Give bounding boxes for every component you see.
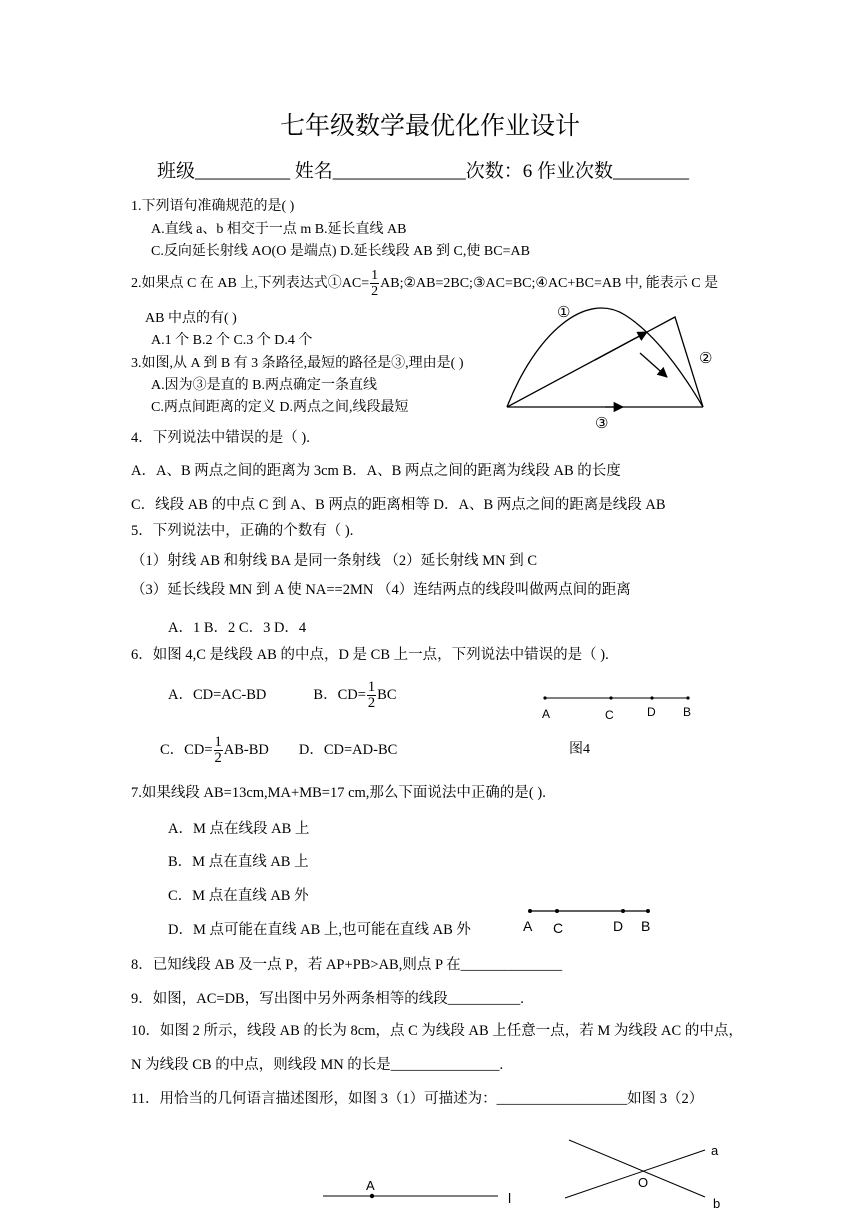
label-a: A	[523, 918, 533, 934]
q10-line1: 10．如图 2 所示，线段 AB 的长为 8cm，点 C 为线段 AB 上任意一点，若 M 为线段 AC 的中点，	[131, 1023, 743, 1039]
label-a: A	[542, 707, 551, 721]
q6-option-c-post: AB-BD	[223, 742, 269, 758]
q11-figure-3-1	[315, 1175, 525, 1210]
q5-statement-line2: （3）延长线段 MN 到 A 使 NA==2MN （4）连结两点的线段叫做两点间的距离	[131, 582, 631, 598]
q11-figure-3-2	[555, 1130, 740, 1212]
q2-stem-line2: AB 中点的有( )	[145, 311, 237, 326]
fig-label-1: ①	[557, 305, 571, 321]
point-b	[646, 909, 650, 913]
point-d	[621, 909, 625, 913]
point-c	[555, 909, 559, 913]
q1-stem: 1.下列语句准确规范的是( )	[131, 199, 295, 214]
q6-c-frac-num: 1	[214, 734, 222, 751]
label-a: a	[711, 1143, 719, 1158]
q7-option-a: A．M 点在线段 AB 上	[168, 821, 310, 837]
q7-segment-figure	[518, 903, 663, 937]
q1-options-line1: A.直线 a、b 相交于一点 m B.延长直线 AB	[151, 222, 407, 237]
q6-option-b-post: BC	[377, 687, 397, 703]
q1-options-line2: C.反向延长射线 AO(O 是端点) D.延长线段 AB 到 C,使 BC=AB	[151, 244, 530, 259]
point-a	[370, 1194, 374, 1198]
q2-options: A.1 个 B.2 个 C.3 个 D.4 个	[151, 333, 313, 348]
q11-stem: 11．用恰当的几何语言描述图形，如图 3（1）可描述为：__________________如图 3（2）	[131, 1091, 704, 1107]
point-a	[543, 696, 546, 699]
q3-path-figure	[495, 295, 735, 435]
q2-stem-pre: 2.如果点 C 在 AB 上,下列表达式①AC=	[131, 276, 370, 291]
q7-stem: 7.如果线段 AB=13cm,MA+MB=17 cm,那么下面说法中正确的是( ).	[131, 785, 546, 801]
q5-options: A．1 B．2 C．3 D．4	[168, 620, 307, 636]
q6-c-frac-den: 2	[214, 750, 222, 767]
label-d: D	[613, 918, 624, 934]
label-c: C	[605, 708, 614, 722]
q6-option-b-pre: B．CD=	[313, 687, 366, 703]
q7-option-b: B．M 点在直线 AB 上	[168, 854, 309, 870]
label-b: b	[713, 1196, 721, 1211]
q2-frac-den: 2	[371, 284, 379, 300]
q10-line2: N 为线段 CB 的中点，则线段 MN 的长是_______________.	[131, 1057, 504, 1073]
q8-stem: 8．已知线段 AB 及一点 P，若 AP+PB>AB,则点 P 在______________	[131, 957, 563, 973]
q6-segment-figure	[535, 688, 705, 724]
q2-frac-num: 1	[371, 268, 379, 284]
point-a	[528, 909, 532, 913]
line-a	[565, 1150, 705, 1198]
q5-statement-line1: （1）射线 AB 和射线 BA 是同一条射线 （2）延长射线 MN 到 C	[131, 553, 538, 569]
q3-options-line2: C.两点间距离的定义 D.两点之间,线段最短	[151, 400, 409, 415]
figure-4-caption: 图4	[569, 742, 590, 757]
q2-stem-post: AB;②AB=2BC;③AC=BC;④AC+BC=AB 中, 能表示 C 是	[380, 276, 719, 291]
q6-option-d: D．CD=AD-BC	[298, 742, 398, 758]
q4-options-line1: A．A、B 两点之间的距离为 3cm B．A、B 两点之间的距离为线段 AB 的长度	[131, 463, 621, 479]
q3-options-line1: A.因为③是直的 B.两点确定一条直线	[151, 378, 377, 393]
arrow-path-2	[595, 332, 647, 360]
line-b	[569, 1140, 705, 1197]
q6-options-line1	[168, 677, 397, 713]
path-1-curve	[507, 308, 703, 407]
q7-option-c: C．M 点在直线 AB 外	[168, 888, 309, 904]
q9-stem: 9．如图，AC=DB，写出图中另外两条相等的线段__________.	[131, 991, 524, 1007]
label-o: O	[638, 1175, 649, 1190]
label-c: C	[553, 920, 564, 936]
student-info-header: 班级__________ 姓名______________次数：6 作业次数________	[157, 161, 690, 182]
q6-option-c-fraction	[214, 735, 223, 766]
fig-label-3: ③	[595, 416, 609, 432]
arrow-path-1	[640, 353, 667, 377]
q6-option-b-fraction	[367, 680, 376, 711]
label-l: l	[508, 1190, 512, 1206]
q6-b-frac-num: 1	[367, 679, 376, 696]
q4-stem: 4．下列说法中错误的是（ ).	[131, 430, 310, 446]
q7-option-d: D．M 点可能在直线 AB 上,也可能在直线 AB 外	[168, 922, 471, 938]
q6-b-frac-den: 2	[367, 695, 376, 712]
label-b: B	[641, 918, 651, 934]
q6-option-c-pre: C．CD=	[160, 742, 213, 758]
page-title: 七年级数学最优化作业设计	[279, 113, 580, 140]
label-b: B	[683, 705, 692, 719]
q6-options-line2	[160, 732, 397, 768]
point-c	[609, 696, 612, 699]
q5-stem: 5．下列说法中，正确的个数有（ ).	[131, 523, 354, 539]
q6-stem: 6．如图 4,C 是线段 AB 的中点，D 是 CB 上一点，下列说法中错误的是（ ).	[131, 647, 609, 663]
q2-fraction	[370, 268, 379, 299]
point-d	[650, 696, 653, 699]
q6-option-a: A．CD=AC-BD	[168, 687, 267, 703]
label-d: D	[647, 705, 656, 719]
label-a: A	[366, 1178, 375, 1193]
q4-options-line2: C．线段 AB 的中点 C 到 A、B 两点的距离相等 D．A、B 两点之间的距离是线段 AB	[131, 497, 666, 513]
fig-label-2: ②	[699, 351, 713, 367]
q3-stem: 3.如图,从 A 到 B 有 3 条路径,最短的路径是③,理由是( )	[131, 356, 464, 371]
point-b	[686, 696, 689, 699]
